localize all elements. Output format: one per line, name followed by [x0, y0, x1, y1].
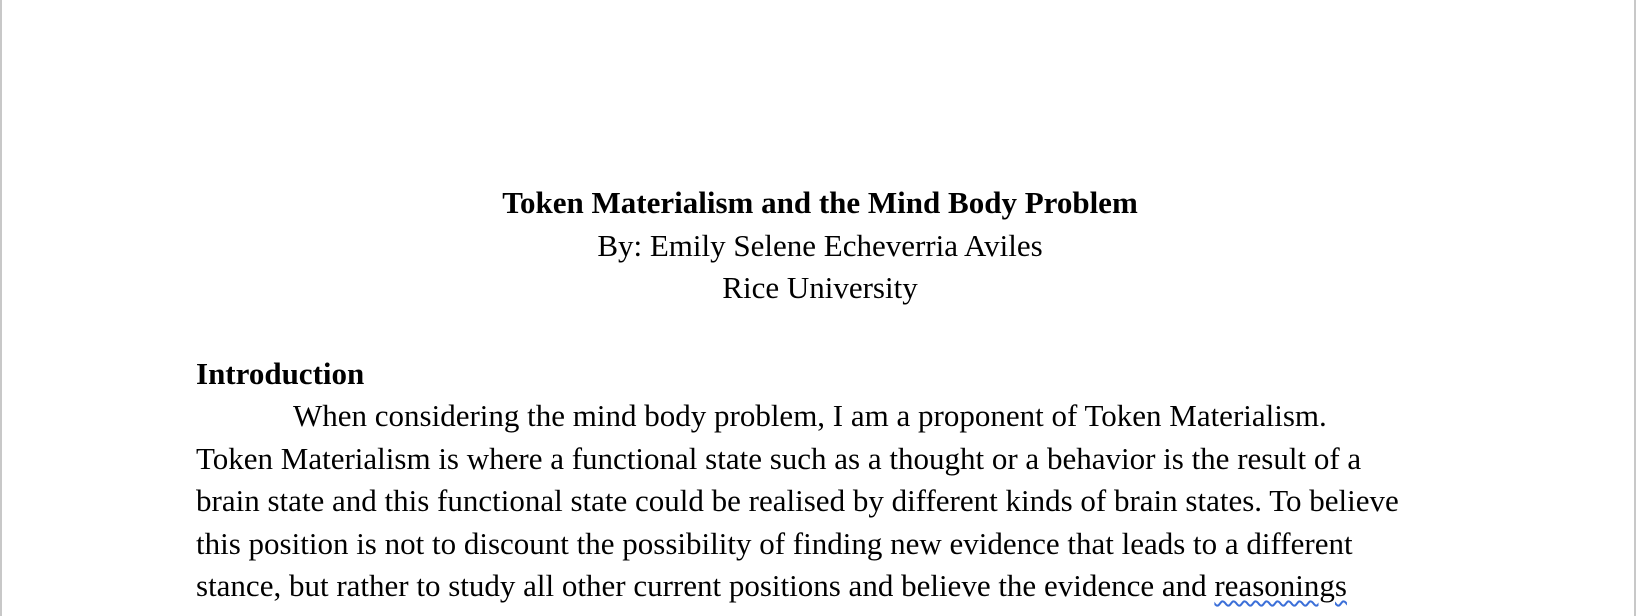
paragraph-line[interactable]: brain state and this functional state could be realised by different kinds of brain states. To believe	[196, 483, 1399, 518]
paragraph-line[interactable]: Token Materialism is where a functional state such as a thought or a behavior is the result of a	[196, 440, 1362, 476]
document-affiliation[interactable]: Rice University	[722, 270, 918, 305]
paragraph-line-text: stance, but rather to study all other current positions and believe the evidence and	[196, 568, 1215, 603]
section-heading-introduction[interactable]: Introduction	[196, 356, 365, 391]
introduction-paragraph[interactable]	[196, 395, 1466, 608]
document-title[interactable]: Token Materialism and the Mind Body Problem	[502, 185, 1138, 220]
document-byline[interactable]: By: Emily Selene Echeverria Aviles	[597, 227, 1043, 263]
paragraph-line[interactable]	[196, 565, 1466, 608]
spellcheck-flagged-word[interactable]: reasonings	[1214, 568, 1347, 603]
title-block	[2, 182, 1636, 310]
paragraph-line[interactable]: When considering the mind body problem, I am a proponent of Token Materialism.	[293, 398, 1327, 433]
paragraph-line[interactable]: this position is not to discount the possibility of finding new evidence that leads to a different	[196, 525, 1353, 561]
